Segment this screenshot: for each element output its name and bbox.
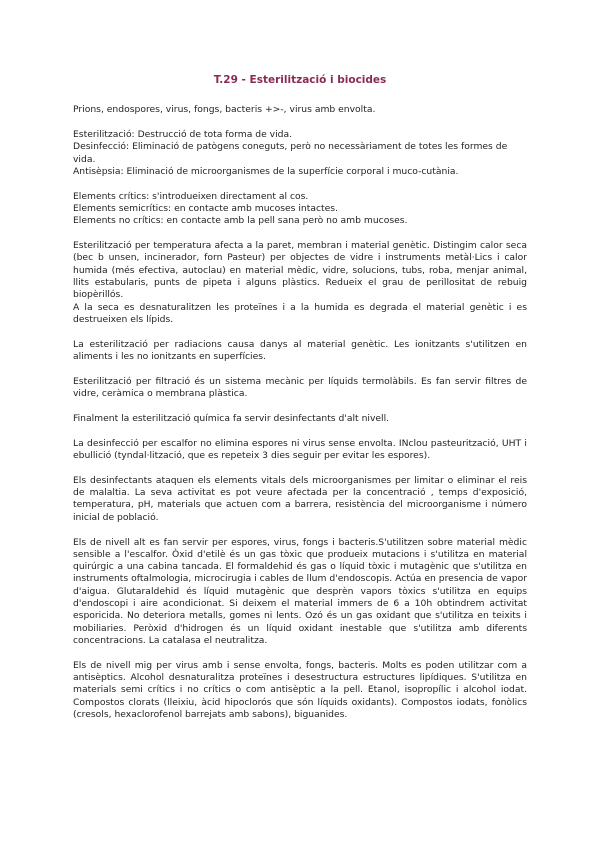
page-title: T.29 - Esterilització i biocides	[213, 74, 387, 86]
filtration-section	[73, 376, 527, 401]
mid-level-paragraph: Els de nivell mig per virus amb i sense envolta, fongs, bacteris. Molts es poden utilitzar com a antisèptics. Alcohol desnaturalitza proteïnes i desestructura estructures lipídiques. S'utilitza en materials semi crítics i no crítics o com antisèptic a la pell. Etanol, isopropílic i alcohol iodat. Compostos clorats (lleixiu, àcid hipoclorós que són líquids oxidants). Compostos iodats, fonòlics (cresols, hexaclorofenol barrejats amb sabons), biguanides.	[73, 659, 527, 720]
elements-section	[73, 191, 527, 228]
heat-disinfection-section	[73, 438, 527, 463]
definition-disinfection: Desinfecció: Eliminació de patògens coneguts, però no necessàriament de totes les formes de vida.	[73, 141, 508, 165]
temperature-note: A la seca es desnaturalitzen les proteïnes i a la humida es degrada el material genètic i es destrueixen els lípids.	[73, 301, 527, 325]
element-semicritical: Elements semicrítics: en contacte amb mucoses intactes.	[73, 203, 338, 215]
temperature-section	[73, 240, 527, 326]
element-critical: Elements crítics: s'introdueixen directament al cos.	[73, 190, 309, 202]
heat-disinfection-paragraph: La desinfecció per escalfor no elimina espores ni virus sense envolta. INclou pasteurització, UHT i ebullició (tyndal·lització, que es repeteix 3 dies seguir per evitar les espores).	[73, 437, 527, 462]
high-level-section	[73, 537, 527, 648]
filtration-paragraph: Esterilització per filtració és un sistema mecànic per líquids termolàbils. Es fan servir filtres de vidre, ceràmica o membrana plàstica.	[73, 375, 527, 400]
definition-sterilization: Esterilització: Destrucció de tota forma de vida.	[73, 129, 293, 141]
chemical-paragraph: Finalment la esterilització química fa servir desinfectants d'alt nivell.	[73, 412, 390, 424]
radiation-section	[73, 339, 527, 364]
intro-section	[73, 104, 527, 116]
mid-level-section	[73, 660, 527, 721]
intro-text: Prions, endospores, virus, fongs, bacteris +>-, virus amb envolta.	[73, 104, 376, 116]
definition-antisepsis: Antisèpsia: Eliminació de microorganismes de la superfície corporal i muco-cutània.	[73, 165, 459, 177]
definitions-section	[73, 129, 527, 178]
high-level-paragraph: Els de nivell alt es fan servir per espores, virus, fongs i bacteris.S'utilitzen sobre material mèdic sensible a l'escalfor. Òxid d'etilè és un gas tòxic que produeix mutacions i s'utilitza en material quirúrgic a una cabina tancada. El formaldehid és gas o líquid tòxic i mutagènic que s'utilitza en instruments oftalmologia, microcirugia i cables de llum d'endoscopis. Actúa en presencia de vapor d'aigua. Glutaraldehid és líquid mutagènic que desprèn vapors tòxics s'utilitza en equips d'endoscopi i aire acondicionat. Si deixem el material immers de 6 a 10h obtindrem activitat esporicida. No deteriora metalls, gomes ni lents. Ozó és un gas oxidant que s'utilitza en teixits i mobiliaries. Peròxid d'hidrogen és un líquid oxidant inestable que s'utilitza amb diferents concentracions. La catalasa el neutralitza.	[73, 536, 527, 646]
disinfectants-paragraph: Els desinfectants ataquen els elements vitals dels microorganismes per limitar o eliminar el reis de malaltia. La seva activitat es pot veure afectada per la concentració , temps d'exposició, temperatura, pH, materials que actuen com a barrera, resistència del microorganisme i número inicial de població.	[73, 474, 527, 523]
radiation-paragraph: La esterilització per radiacions causa danys al material genètic. Les ionitzants s'utilitzen en aliments i les no ionitzants en superfícies.	[73, 338, 527, 363]
disinfectants-section	[73, 475, 527, 524]
temperature-paragraph: Esterilització per temperatura afecta a la paret, membran i material genètic. Distingim calor seca (bec b unsen, incinerador, forn Pasteur) per objectes de vidre i instruments metàl·Lics i calor humida (més efectiva, autoclau) en material mèdic, vidre, solucions, tubs, roba, menjar animal, llits estabularis, punts de pipeta i alguns plàstics. Redueix el grau de perillositat de rebuig biopèrillós.	[73, 240, 527, 301]
chemical-section	[73, 413, 527, 425]
element-noncritical: Elements no crítics: en contacte amb la pell sana però no amb mucoses.	[73, 215, 408, 227]
